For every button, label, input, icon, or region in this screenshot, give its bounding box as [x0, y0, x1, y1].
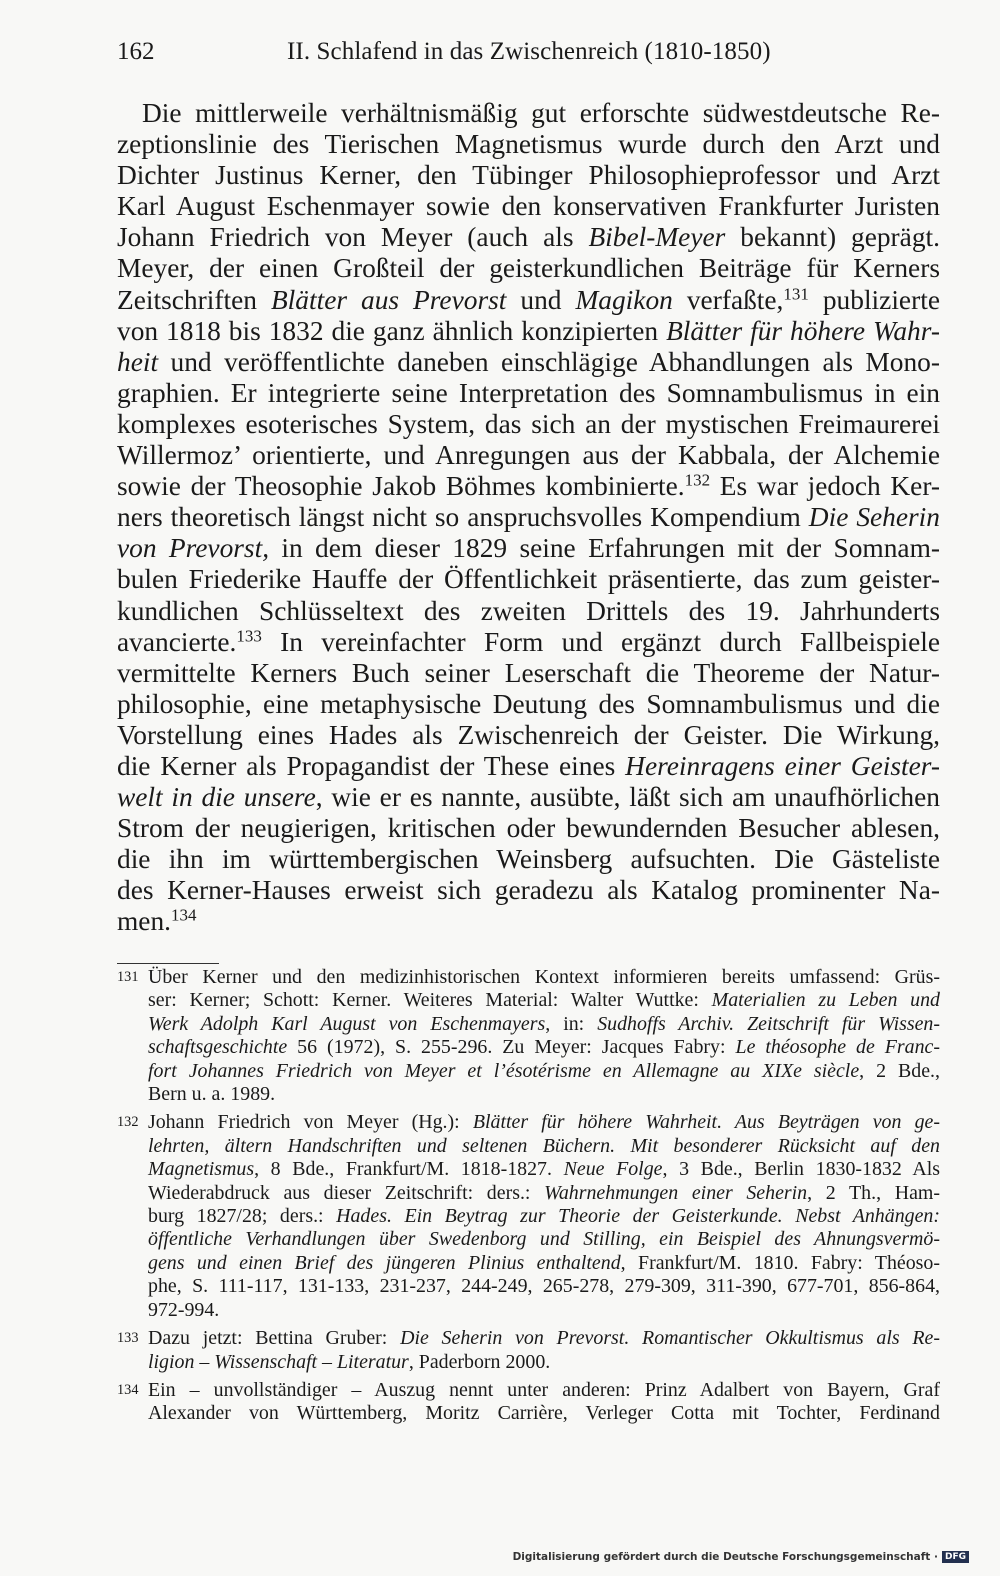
text-run: 56 (1972), S. 255-296. Zu Meyer: Jacques Fabry:: [287, 1036, 736, 1059]
text-run: , Paderborn 2000.: [408, 1350, 551, 1373]
text-run: Willermoz’ orientierte, und Anregungen aus der Kabbala, der Alchemie: [117, 440, 940, 471]
credit-text: Digitalisierung gefördert durch die Deutsche Forschungsgemeinschaft ·: [512, 1551, 938, 1563]
text-run: Alexander von Württemberg, Moritz Carrière, Verleger Cotta mit Tochter, Ferdinand: [148, 1402, 940, 1425]
footnote-line: [148, 1182, 940, 1205]
text-run: verfaßte,: [672, 284, 784, 315]
text-run: ser: Kerner; Schott: Kerner. Weiteres Material: Walter Wuttke:: [148, 989, 712, 1012]
text-run: Vorstellung eines Hades als Zwischenreich der Geister. Die Wirkung,: [117, 719, 940, 750]
italic-text: ligion – Wissenschaft – Literatur: [148, 1350, 409, 1373]
text-line: [117, 378, 940, 409]
text-run: in dem dieser 1829 seine Erfahrungen mit der Somnam-: [269, 533, 941, 564]
footnote-reference: 132: [684, 470, 711, 490]
italic-text: Neue Folge: [563, 1158, 663, 1181]
text-line: [117, 285, 940, 316]
footnote-line: [148, 1060, 940, 1083]
text-run: Über Kerner und den medizinhistorischen Kontext informieren bereits umfassend: Grüs-: [148, 966, 940, 988]
text-run: Wiederabdruck aus dieser Zeitschrift: ders.:: [148, 1181, 545, 1204]
footnote-line: [148, 1275, 940, 1298]
text-run: von 1818 bis 1832 die ganz ähnlich konzipierten: [117, 315, 667, 346]
footnote-number: 132: [117, 1114, 139, 1131]
footnotes: [117, 966, 940, 1431]
footnote: [117, 1379, 940, 1426]
footnote-line: [148, 1252, 940, 1275]
text-run: vermittelte Kerners Buch seiner Leserschaft die Theoreme der Natur-: [117, 657, 940, 688]
text-line: [117, 658, 940, 689]
text-run: burg 1827/28; ders.:: [148, 1205, 337, 1228]
text-run: zeptionslinie des Tierischen Magnetismus wurde durch den Arzt und: [117, 129, 940, 160]
italic-text: Bibel-Meyer: [588, 222, 726, 253]
text-line: [117, 782, 940, 813]
text-run: men.: [117, 906, 172, 937]
text-run: , 2 Th., Ham-: [807, 1181, 940, 1204]
italic-text: öffentliche Verhandlungen über Swedenborg und Stilling, ein Beispiel des Ahnungsvermö-: [148, 1228, 940, 1251]
italic-text: Hereinragens einer Geister-: [625, 750, 940, 781]
italic-text: von Prevorst,: [117, 533, 270, 564]
text-run: In vereinfachter Form und ergänzt durch Fallbeispiele: [261, 626, 940, 657]
italic-text: Magnetismus: [148, 1158, 255, 1181]
text-line: [117, 844, 940, 875]
text-run: , Frankfurt/M. 1810. Fabry: Théoso-: [620, 1251, 940, 1274]
text-run: komplexes esoterisches System, das sich an der mystischen Freimaurerei: [117, 408, 940, 439]
text-line: [117, 533, 940, 564]
italic-text: Blätter aus Prevorst: [270, 284, 507, 315]
italic-text: welt in die unsere: [117, 782, 316, 813]
text-line: [117, 751, 940, 782]
text-line: [117, 471, 940, 502]
text-run: ners theoretisch längst nicht so anspruchsvolles Kompendium: [117, 502, 809, 533]
footnote: [117, 1111, 940, 1322]
footnote-separator: [117, 963, 219, 964]
footnote-line: [148, 1228, 940, 1251]
text-line: [117, 347, 940, 378]
text-line: [117, 720, 940, 751]
footnote-line: [148, 1036, 940, 1059]
footnote-line: [148, 1351, 940, 1374]
text-line: [117, 875, 940, 906]
text-run: Zeitschriften: [117, 284, 271, 315]
text-line: [117, 813, 940, 844]
text-line: [117, 129, 940, 160]
text-run: publizierte: [808, 284, 940, 315]
footnote-line: [148, 1013, 940, 1036]
footnote-line: [148, 1299, 940, 1322]
italic-text: lehrten, ältern Handschriften und seltenen Büchern. Mit besonderer Rücksicht auf den: [148, 1134, 940, 1157]
italic-text: Blätter für höhere Wahr-: [666, 315, 940, 346]
italic-text: Werk Adolph Karl August von Eschenmayers: [148, 1012, 546, 1035]
italic-text: Hades. Ein Beytrag zur Theorie der Geisterkunde. Nebst Anhängen:: [336, 1205, 940, 1228]
italic-text: Die Seherin von Prevorst. Romantischer Okkultismus als Re-: [400, 1327, 940, 1350]
text-run: des Kerner-Hauses erweist sich geradezu als Katalog prominenter Na-: [117, 875, 940, 906]
footnote-reference: 134: [171, 906, 197, 926]
text-line: [117, 253, 940, 284]
text-line: [117, 440, 940, 471]
footnote-number: 133: [117, 1330, 139, 1347]
text-run: Dichter Justinus Kerner, den Tübinger Philosophieprofessor und Arzt: [117, 160, 940, 191]
text-run: , in:: [545, 1012, 598, 1035]
footnote-line: [148, 1158, 940, 1181]
italic-text: schaftsgeschichte: [148, 1036, 288, 1059]
text-run: die ihn im württembergischen Weinsberg aufsuchten. Die Gästeliste: [117, 844, 940, 875]
text-run: Johann Friedrich von Meyer (auch als: [117, 222, 589, 253]
text-line: [117, 627, 940, 658]
text-run: avancierte.: [117, 626, 237, 657]
text-run: , wie er es nannte, ausübte, läßt sich am unaufhörlichen: [315, 782, 940, 813]
italic-text: gens und einen Brief des jüngeren Plinius enthaltend: [148, 1251, 621, 1274]
text-line: [117, 689, 940, 720]
italic-text: Magikon: [575, 284, 673, 315]
italic-text: Sudhoffs Archiv. Zeitschrift für Wissen-: [597, 1012, 940, 1035]
text-line: [117, 222, 940, 253]
text-run: Die mittlerweile verhältnismäßig gut erforschte südwestdeutsche Re-: [142, 98, 940, 128]
text-run: und: [506, 284, 576, 315]
page-number: 162: [117, 38, 155, 65]
footnote-line: [148, 989, 940, 1012]
text-run: bekannt) geprägt.: [725, 222, 940, 253]
footnote-number: 131: [117, 969, 139, 985]
text-run: , 3 Bde., Berlin 1830-1832 Als: [662, 1158, 940, 1181]
footnote-reference: 131: [783, 284, 809, 304]
text-run: kundlichen Schlüsseltext des zweiten Drittels des 19. Jahrhunderts: [117, 595, 940, 626]
text-run: Strom der neugierigen, kritischen oder bewundernden Besucher ablesen,: [117, 813, 940, 844]
footnote: [117, 966, 940, 1106]
italic-text: fort Johannes Friedrich von Meyer et l’ésotérisme en Allemagne au XIXe siècle: [148, 1059, 860, 1082]
text-run: und veröffentlichte daneben einschlägige Abhandlungen als Mono-: [158, 346, 940, 377]
footnote-line: [148, 966, 940, 989]
footnote-line: [148, 1327, 940, 1350]
footnote-line: [148, 1111, 940, 1134]
text-line: [117, 160, 940, 191]
text-line: [117, 409, 940, 440]
footnote-number: 134: [117, 1381, 139, 1398]
main-text: [117, 98, 940, 938]
text-run: Dazu jetzt: Bettina Gruber:: [148, 1327, 401, 1350]
running-title: II. Schlafend in das Zwischenreich (1810-1850): [287, 38, 771, 65]
text-run: philosophie, eine metaphysische Deutung des Somnambulismus und die: [117, 688, 940, 719]
italic-text: Wahrnehmungen einer Seherin: [544, 1181, 808, 1204]
text-run: Es war jedoch Ker-: [710, 471, 941, 502]
text-line: [117, 564, 940, 595]
text-run: sowie der Theosophie Jakob Böhmes kombinierte.: [117, 471, 685, 502]
text-line: [117, 906, 940, 937]
footnote: [117, 1327, 940, 1374]
text-run: Karl August Eschenmayer sowie den konservativen Frankfurter Juristen: [117, 191, 940, 222]
italic-text: Die Seherin: [808, 502, 940, 533]
footnote-line: [148, 1083, 940, 1106]
italic-text: Materialien zu Leben und: [711, 989, 940, 1012]
text-line: [117, 502, 940, 533]
footnote-line: [148, 1379, 940, 1402]
text-run: Johann Friedrich von Meyer (Hg.):: [148, 1111, 473, 1134]
italic-text: heit: [117, 346, 159, 377]
footnote-line: [148, 1205, 940, 1228]
footnote-line: [148, 1402, 940, 1425]
dfg-logo: DFG: [942, 1551, 969, 1563]
italic-text: Blätter für höhere Wahrheit. Aus Beyträgen von ge-: [472, 1111, 940, 1134]
text-line: [117, 596, 940, 627]
text-line: [117, 98, 940, 129]
text-run: die Kerner als Propagandist der These eines: [117, 750, 626, 781]
text-run: graphien. Er integrierte seine Interpretation des Somnambulismus in ein: [117, 377, 940, 408]
text-run: Ein – unvollständiger – Auszug nennt unter anderen: Prinz Adalbert von Bayern, Graf: [148, 1378, 940, 1401]
text-run: phe, S. 111-117, 131-133, 231-237, 244-249, 265-278, 279-309, 311-390, 677-701, 856-864,: [148, 1275, 940, 1298]
footnote-reference: 133: [236, 626, 262, 646]
text-run: Bern u. a. 1989.: [148, 1083, 276, 1106]
italic-text: Le théosophe de Franc-: [735, 1036, 940, 1059]
text-run: Meyer, der einen Großteil der geisterkundlichen Beiträge für Kerners: [117, 253, 940, 284]
text-run: , 8 Bde., Frankfurt/M. 1818-1827.: [254, 1158, 564, 1181]
text-line: [117, 316, 940, 347]
footnote-line: [148, 1135, 940, 1158]
text-line: [117, 191, 940, 222]
digitization-credit: [513, 1551, 969, 1563]
text-run: , 2 Bde.,: [859, 1059, 940, 1082]
text-run: bulen Friederike Hauffe der Öffentlichkeit präsentierte, das zum geister-: [117, 564, 940, 595]
text-run: 972-994.: [148, 1298, 220, 1321]
